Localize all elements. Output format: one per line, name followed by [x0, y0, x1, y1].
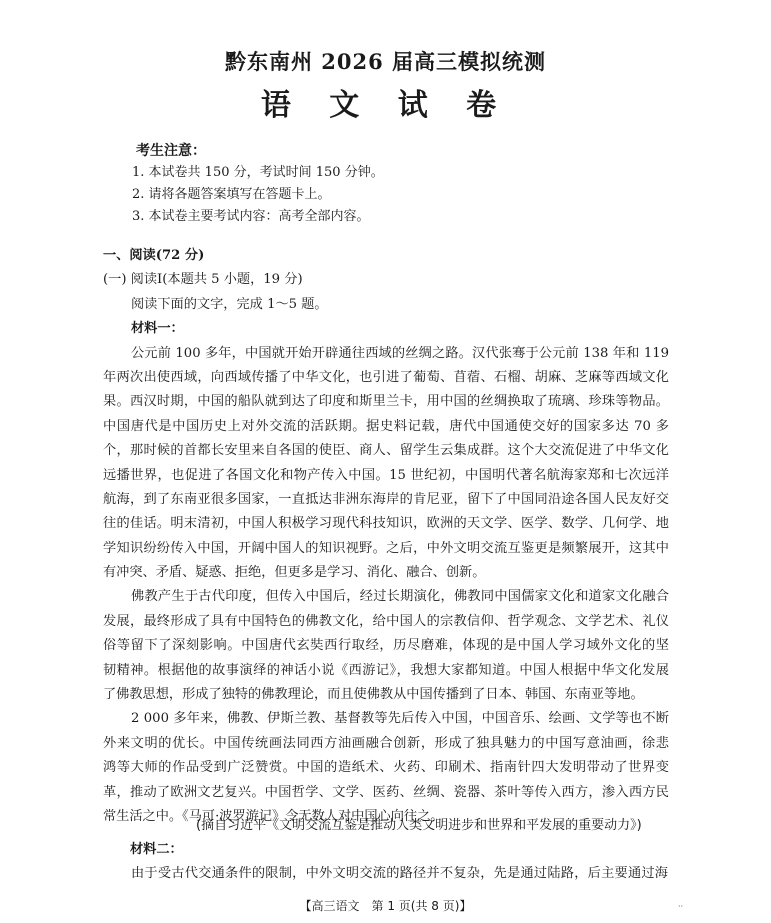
paragraph-line: 年两次出使西域，向西域传播了中华文化，也引进了葡萄、苜蓿、石榴、胡麻、芝麻等西域文化	[103, 369, 669, 385]
paragraph-line: 远播世界，也促进了各国文化和物产传入中国。15 世纪初，中国明代著名航海家郑和七次远洋	[103, 467, 669, 483]
paragraph-line: 革，推动了欧洲文艺复兴。中国哲学、文学、医药、丝绸、瓷器、茶叶等传入西方，渗入西方民	[103, 784, 669, 800]
source-citation: (摘自习近平《文明交流互鉴是推动人类文明进步和世界和平发展的重要动力》)	[196, 818, 642, 833]
notice-heading: 考生注意：	[136, 143, 206, 159]
paragraph-line: 航海，到了东南亚很多国家，一直抵达非洲东海岸的肯尼亚，留下了中国同沿途各国人民友好交	[103, 491, 669, 507]
paragraph-line: 俗等留下了深刻影响。中国唐代玄奘西行取经，历尽磨难，体现的是中国人学习域外文化的坚	[103, 638, 669, 654]
sub-section-heading: (一) 阅读Ⅰ(本题共 5 小题，19 分)	[103, 272, 303, 288]
paragraph-line: 外来文明的优长。中国传统画法同西方油画融合创新，形成了独具魅力的中国写意油画，徐悲	[103, 735, 669, 751]
notice-item: 3. 本试卷主要考试内容：高考全部内容。	[132, 209, 370, 224]
candidate-notice	[132, 140, 384, 228]
exam-title: 黔东南州 2026 届高三模拟统测	[224, 49, 547, 74]
paragraph-line: 佛教产生于古代印度，但传入中国后，经过长期演化，佛教同中国儒家文化和道家文化融合	[131, 589, 669, 605]
reading-section	[103, 244, 669, 829]
corner-mark: ··	[678, 902, 684, 911]
paragraph-line: 常生活之中。《马可·波罗游记》令无数人对中国心向往之。	[103, 808, 444, 824]
notice-item: 2. 请将各题答案填写在答题卡上。	[132, 187, 331, 202]
section-heading: 一、阅读(72 分)	[103, 248, 205, 263]
paragraph-line: 公元前 100 多年，中国就开始开辟通往西域的丝绸之路。汉代张骞于公元前 138 年和 119	[131, 345, 669, 361]
paragraph-line: 鸿等大师的作品受到广泛赞赏。中国的造纸术、火药、印刷术、指南针四大发明带动了世界变	[103, 760, 669, 776]
paragraph-line: 了佛教思想，形成了独特的佛教理论，而且使佛教从中国传播到了日本、韩国、东南亚等地。	[103, 687, 644, 703]
paragraph-line: 2 000 多年来，佛教、伊斯兰教、基督教等先后传入中国，中国音乐、绘画、文学等也不断	[131, 711, 669, 727]
material-one-label: 材料一：	[131, 321, 184, 337]
paragraph-line: 学知识纷纷传入中国，开阔中国人的知识视野。之后，中外文明交流互鉴更是频繁展开，这其中	[103, 540, 669, 556]
paragraph-line: 发展，最终形成了具有中国特色的佛教文化，给中国人的宗教信仰、哲学观念、文学艺术、礼仪	[103, 613, 669, 629]
page-footer: 【高三语文 第 1 页(共 8 页)】	[299, 899, 472, 913]
material-two-label: 材料二：	[130, 842, 183, 857]
paragraph-line: 果。西汉时期，中国的船队就到达了印度和斯里兰卡，用中国的丝绸换取了琉璃、珍珠等物品。	[103, 394, 669, 410]
notice-item: 1. 本试卷共 150 分，考试时间 150 分钟。	[132, 165, 384, 180]
paragraph-line: 中国唐代是中国历史上对外交流的活跃期。据史料记载，唐代中国通使交好的国家多达 70 多	[103, 418, 669, 434]
paragraph-line: 韧精神。根据他的故事演绎的神话小说《西游记》，我想大家都知道。中国人根据中华文化发展	[103, 662, 669, 678]
paragraph-line: 由于受古代交通条件的限制，中外文明交流的路径并不复杂，先是通过陆路，后主要通过海	[131, 866, 668, 881]
paragraph-line: 往的佳话。明末清初，中国人积极学习现代科技知识，欧洲的天文学、医学、数学、几何学、地	[103, 516, 669, 532]
paragraph-line: 有冲突、矛盾、疑惑、拒绝，但更多是学习、消化、融合、创新。	[103, 565, 486, 581]
reading-instruction: 阅读下面的文字，完成 1～5 题。	[131, 296, 328, 312]
paragraph-line: 个，那时候的首都长安里来自各国的使臣、商人、留学生云集成群。这个大交流促进了中华文化	[103, 443, 669, 459]
exam-subject-title: 语 文 试 卷	[260, 88, 511, 123]
